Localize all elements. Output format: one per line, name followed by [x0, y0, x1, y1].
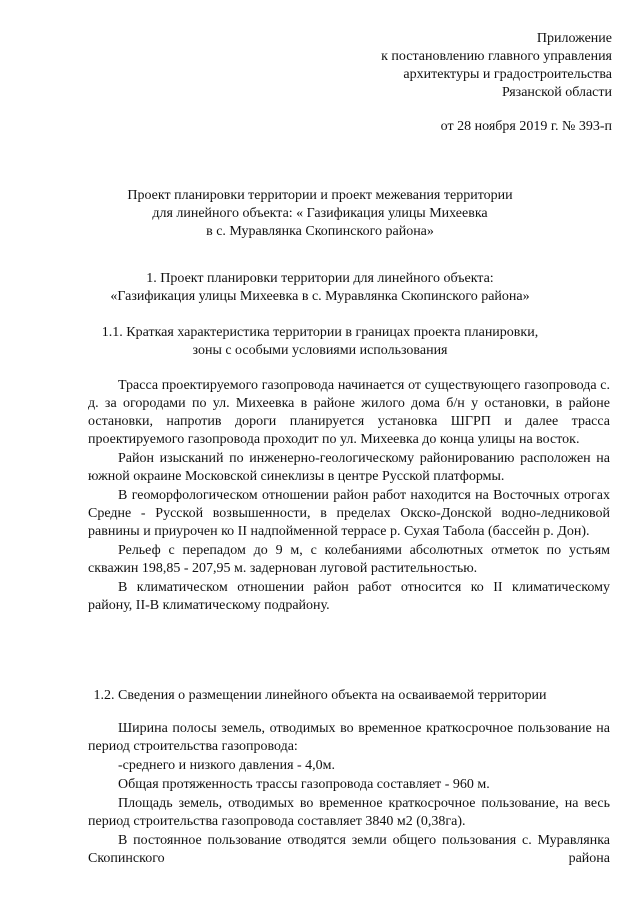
heading-line: «Газификация улицы Михеевка в с. Муравлянка Скопинского района»: [110, 289, 530, 304]
paragraph: В постоянное пользование отводятся земли общего пользования с. Муравлянка Скопинского района: [88, 833, 610, 866]
paragraph: Общая протяженность трассы газопровода составляет - 960 м.: [118, 777, 490, 792]
title-line: Проект планировки территории и проект межевания территории: [127, 188, 513, 203]
paragraph: Трасса проектируемого газопровода начинается от существующего газопровода с. д. за огородами по ул. Михеевка в районе жилого дома б/н у остановки, в районе остановки, напротив дороги планируется установка ШГРП и далее трасса проектируемого газопровода проходит по ул. Михеевка до конца улицы на восток.: [88, 378, 610, 447]
header-line: Рязанской области: [501, 85, 612, 100]
paragraph: Район изысканий по инженерно-геологическому районированию расположен на южной окраине Московской синеклизы в центре Русской платформы.: [88, 451, 610, 484]
heading-line: зоны с особыми условиями использования: [192, 343, 448, 358]
header-line: к постановлению главного управления: [381, 49, 612, 64]
heading-line: 1.1. Краткая характеристика территории в границах проекта планировки,: [101, 325, 539, 340]
appendix-header: [381, 30, 612, 136]
section-1-1-body: [88, 377, 610, 616]
section-1-2-heading: [0, 687, 640, 705]
paragraph: В геоморфологическом отношении район работ находится на Восточных отрогах Средне - Русской возвышенности, в пределах Окско-Донской водно-ледниковой равнины и приурочен ко II надпойменной террасе р. Сухая Табола (бассейн р. Дон).: [88, 488, 610, 539]
paragraph: -среднего и низкого давления - 4,0м.: [118, 758, 336, 773]
section-1-2-body: [88, 720, 610, 869]
paragraph: В климатическом отношении район работ относится ко II климатическому району, II-В климатическому подрайону.: [88, 580, 610, 613]
section-1-heading: [0, 270, 640, 306]
heading-line: 1. Проект планировки территории для линейного объекта:: [146, 271, 494, 286]
heading-line: 1.2. Сведения о размещении линейного объекта на осваиваемой территории: [93, 688, 547, 703]
section-1-1-heading: [0, 324, 640, 360]
paragraph: Рельеф с перепадом до 9 м, с колебаниями абсолютных отметок по устьям скважин 198,85 - 207,95 м. задернован луговой растительностью.: [88, 543, 610, 576]
title-line: для линейного объекта: « Газификация улицы Михеевка: [152, 206, 488, 221]
header-line: Приложение: [536, 31, 612, 46]
header-line: архитектуры и градостроительства: [403, 67, 612, 82]
resolution-date: от 28 ноября 2019 г. № 393-п: [440, 119, 612, 134]
document-title: [0, 187, 640, 241]
paragraph: Площадь земель, отводимых во временное краткосрочное пользование, на весь период строительства газопровода составляет 3840 м2 (0,38га).: [88, 796, 610, 829]
title-line: в с. Муравлянка Скопинского района»: [206, 224, 434, 239]
paragraph: Ширина полосы земель, отводимых во временное краткосрочное пользование на период строительства газопровода:: [88, 721, 610, 754]
